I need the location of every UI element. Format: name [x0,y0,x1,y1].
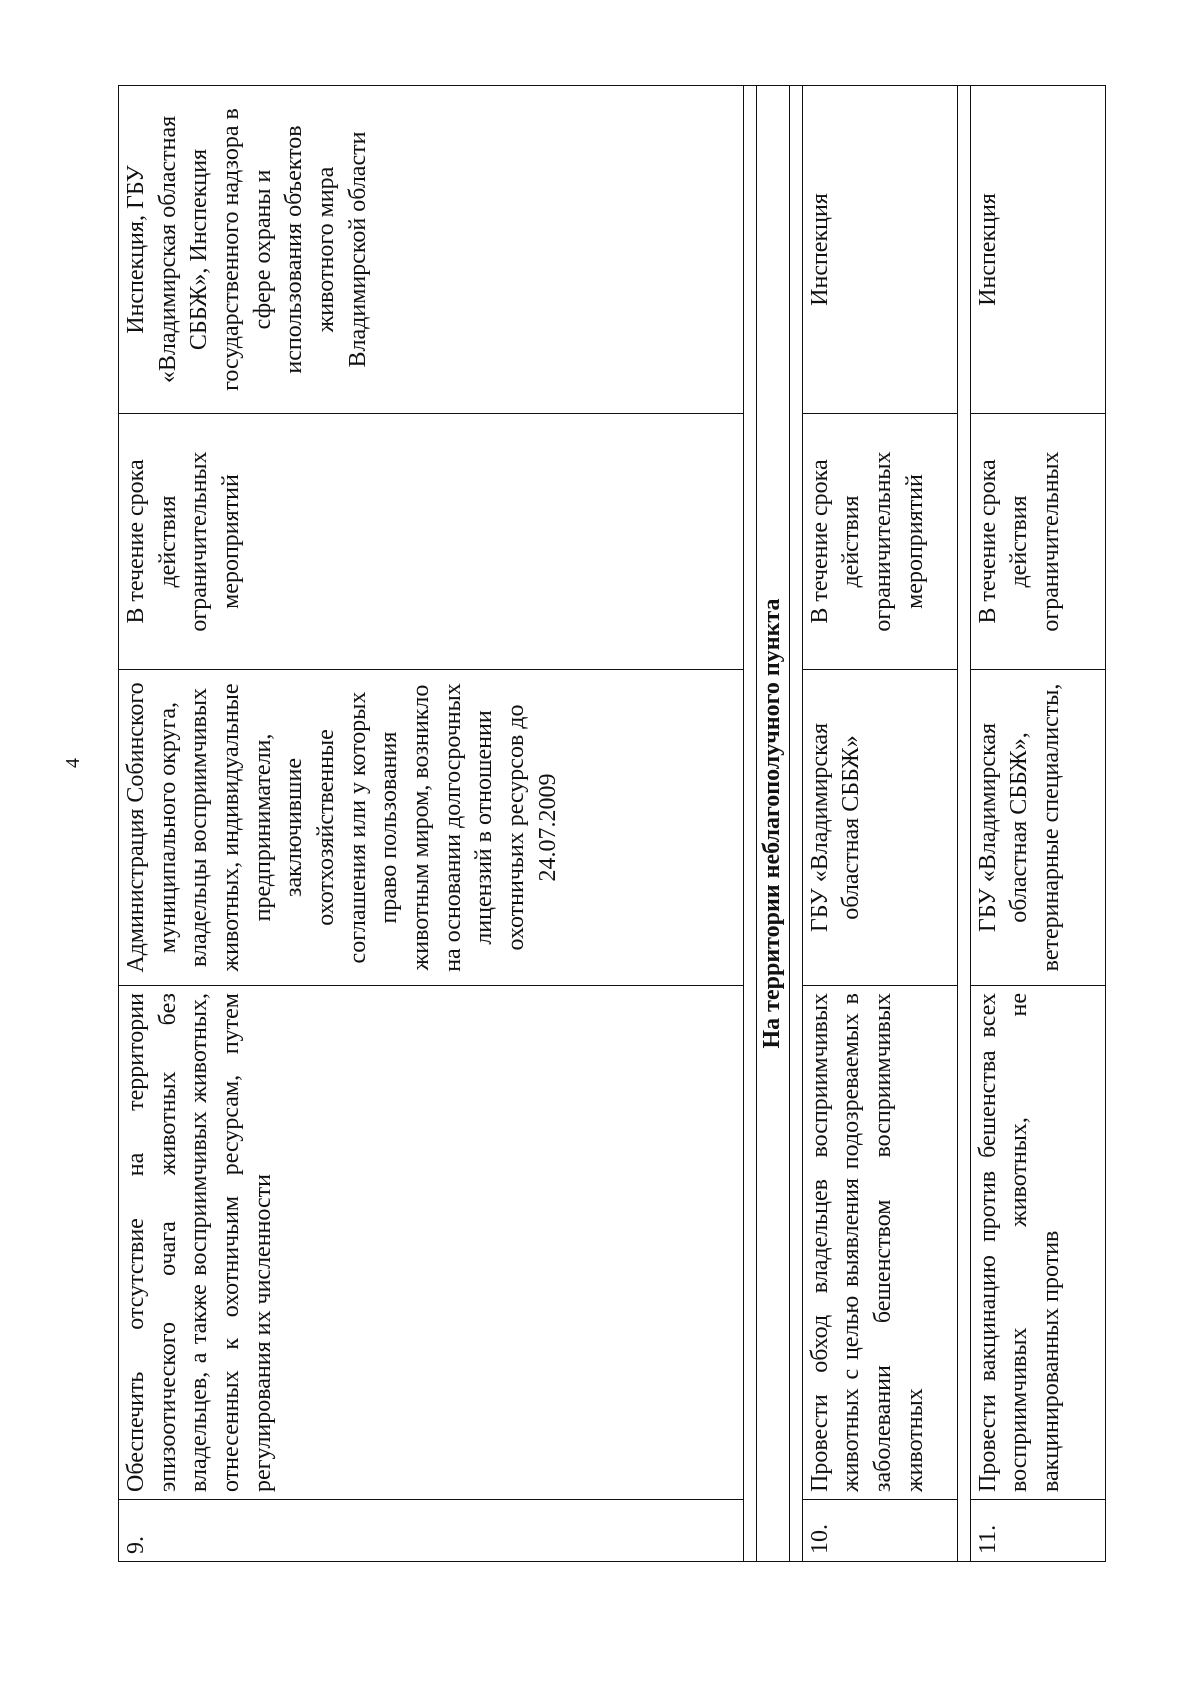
term-text: В течение срока действия ограничительных мероприятий [119,414,744,670]
table-row [802,86,957,1562]
responsible-text: Инспекция, ГБУ «Владимирская областная СББЖ», Инспекция государственного надзора в сфере охраны и использования объектов животного мира Владимирской области [119,86,744,414]
spacer-row [957,86,970,1562]
row-number: 10. [802,1500,957,1562]
executors-text: Администрация Собинского муниципального округа, владельцы восприимчивых животных, индивидуальные предприниматели, заключившие охотхозяйственные соглашения или у которых право пользования животным миром, возникло на основании долгосрочных лицензий в отношении охотничьих ресурсов до 24.07.2009 [119,670,744,986]
measures-table-sheet [118,86,1083,1562]
row-number: 9. [119,1500,744,1562]
table-row [970,86,1105,1562]
responsible-text: Инспекция [970,86,1105,414]
executors-text: ГБУ «Владимирская областная СББЖ» [802,670,957,986]
measure-text: Обеспечить отсутствие на территории эпизоотического очага животных без владельцев, а также восприимчивых животных, отнесенных к охотничьим ресурсам, путем регулирования их численности [119,986,744,1500]
term-text: В течение срока действия ограничительных мероприятий [802,414,957,670]
spacer-cell [957,86,970,1562]
term-text: В течение срока действия ограничительных [970,414,1105,670]
spacer-cell [789,86,802,1562]
measure-text: Провести обход владельцев восприимчивых животных с целью выявления подозреваемых в заболевании бешенством восприимчивых животных [802,986,957,1500]
table-row [119,86,744,1562]
executors-text: ГБУ «Владимирская областная СББЖ», ветеринарные специалисты, [970,670,1105,986]
measures-table [118,85,1106,1562]
measure-text: Провести вакцинацию против бешенства всех восприимчивых животных, не вакцинированных против [970,986,1105,1500]
page-number: 4 [62,758,84,768]
section-title: На территории неблагополучного пункта [757,86,790,1562]
row-number: 11. [970,1500,1105,1562]
spacer-row [789,86,802,1562]
responsible-text: Инспекция [802,86,957,414]
section-row [757,86,790,1562]
spacer-cell [744,86,757,1562]
spacer-row [744,86,757,1562]
